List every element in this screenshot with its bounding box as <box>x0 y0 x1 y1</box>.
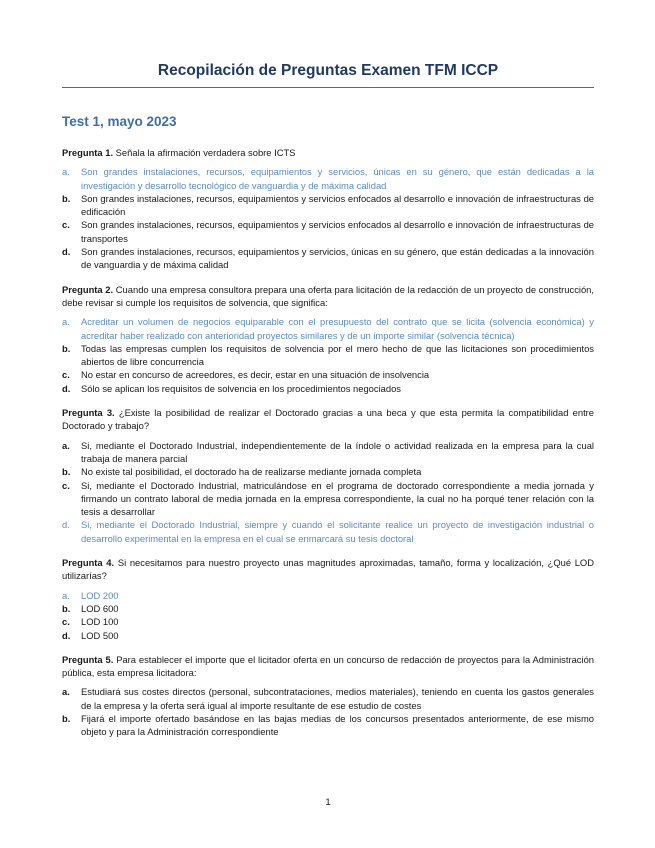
option-text: Si, mediante el Doctorado Industrial, matriculándose en el programa de doctorado correspondiente a media jornada y firmando un contrato laboral de media jornada en la empresa correspondiente, la cual no ha porqué tener relación con la tesis a desarrollar <box>81 479 594 518</box>
option-d <box>62 629 594 642</box>
option-letter: b. <box>62 342 71 354</box>
option-letter: b. <box>62 192 71 204</box>
option-list <box>62 165 594 271</box>
option-letter: c. <box>62 616 70 628</box>
option-a <box>62 165 594 192</box>
document-title: Recopilación de Preguntas Examen TFM ICCP <box>157 62 499 79</box>
question-5 <box>62 653 594 739</box>
option-letter: c. <box>62 479 70 491</box>
option-letter: d. <box>62 382 71 394</box>
option-a <box>62 685 594 712</box>
option-d <box>62 245 594 272</box>
question-label: Pregunta 3. <box>62 407 115 419</box>
option-letter: d. <box>62 519 70 531</box>
question-statement: ¿Existe la posibilidad de realizar el Doctorado gracias a una beca y que esta permita la compatibilidad entre Doctorado y trabajo? <box>62 407 595 432</box>
option-a <box>62 315 594 342</box>
question-text <box>62 406 594 433</box>
option-d <box>62 518 594 545</box>
question-list <box>62 146 594 739</box>
option-text: Son grandes instalaciones, recursos, equipamientos y servicios enfocados al desarrollo e innovación de infraestructuras de edificación <box>81 192 594 218</box>
question-statement: Si necesitamos para nuestro proyecto unas magnitudes aproximadas, tamaño, forma y localización, ¿Qué LOD utilizarías? <box>62 557 594 582</box>
option-text: LOD 600 <box>81 602 119 614</box>
option-a <box>62 439 594 466</box>
option-list <box>62 685 594 738</box>
option-c <box>62 218 594 245</box>
option-text: LOD 100 <box>81 616 119 628</box>
option-a <box>62 589 594 602</box>
option-text: Sólo se aplican los requisitos de solvencia en los procedimientos negociados <box>81 382 401 394</box>
section-heading: Test 1, mayo 2023 <box>62 114 177 129</box>
option-c <box>62 479 594 519</box>
option-letter: a. <box>62 439 70 451</box>
option-letter: a. <box>62 686 70 698</box>
option-letter: b. <box>62 602 71 614</box>
option-b <box>62 602 594 615</box>
option-c <box>62 368 594 381</box>
option-letter: a. <box>62 316 70 328</box>
option-letter: b. <box>62 466 71 478</box>
question-statement: Señala la afirmación verdadera sobre ICTS <box>115 147 296 158</box>
option-text: Fijará el importe ofertado basándose en las bajas medias de los concursos presentados anteriormente, de ese mismo objeto y para la Administración correspondiente <box>81 712 594 738</box>
option-list <box>62 315 594 395</box>
option-letter: a. <box>62 589 70 601</box>
question-text <box>62 283 594 310</box>
option-letter: a. <box>62 166 70 178</box>
option-b <box>62 342 594 369</box>
option-b <box>62 192 594 219</box>
question-4 <box>62 556 594 642</box>
title-underline <box>62 87 594 88</box>
option-b <box>62 712 594 739</box>
question-3 <box>62 406 594 545</box>
option-text: Acreditar un volumen de negocios equiparable con el presupuesto del contrato que se licita (solvencia económica) y acreditar haber realizado con anterioridad proyectos similares y de un importe similar (solvencia técnica) <box>81 316 594 341</box>
option-text: Estudiará sus costes directos (personal, subcontrataciones, medios materiales), teniendo en cuenta los gastos generales de la empresa y la oferta será igual al importe resultante de ese estudio de costes <box>81 686 594 711</box>
option-letter: c. <box>62 219 70 231</box>
option-d <box>62 382 594 395</box>
question-text <box>62 556 594 583</box>
question-text <box>62 653 594 680</box>
question-label: Pregunta 2. <box>62 283 114 295</box>
option-letter: b. <box>62 712 71 724</box>
page-number: 1 <box>325 797 331 808</box>
question-text <box>62 146 594 159</box>
question-statement: Para establecer el importe que el licitador oferta en un concurso de redacción de proyectos para la Administración pública, esta empresa licitadora: <box>62 653 594 679</box>
question-label: Pregunta 1. <box>62 147 114 158</box>
question-1 <box>62 146 594 272</box>
option-text: Si, mediante el Doctorado Industrial, siempre y cuando el solicitante realice un proyecto de investigación industrial o desarrollo experimental en la empresa en el cual se enmarcará su tesis doctoral <box>81 519 594 544</box>
option-text: No existe tal posibilidad, el doctorado ha de realizarse mediante jornada completa <box>81 466 422 478</box>
option-text: LOD 200 <box>81 589 119 601</box>
option-letter: c. <box>62 369 70 381</box>
question-statement: Cuando una empresa consultora prepara una oferta para licitación de la redacción de un proyecto de construcción, debe revisar si cumple los requisitos de solvencia, que significa: <box>62 283 594 308</box>
option-text: LOD 500 <box>81 629 119 641</box>
option-text: Son grandes instalaciones, recursos, equipamientos y servicios, únicas en su género, que están dedicadas a la investigación y desarrollo tecnológico de vanguardia y de máxima calidad <box>81 166 594 191</box>
option-text: Todas las empresas cumplen los requisitos de solvencia por el mero hecho de que las licitaciones son procedimientos abiertos de libre concurrencia <box>81 342 594 368</box>
option-text: Son grandes instalaciones, recursos, equipamientos y servicios, únicas en su género, que están dedicadas a la innovación de vanguardia y de máxima calidad <box>81 246 594 271</box>
option-text: No estar en concurso de acreedores, es decir, estar en una situación de insolvencia <box>81 369 430 381</box>
option-b <box>62 465 594 478</box>
question-label: Pregunta 4. <box>62 557 115 569</box>
option-list <box>62 439 594 545</box>
option-letter: d. <box>62 246 71 258</box>
option-text: Son grandes instalaciones, recursos, equipamientos y servicios enfocados al desarrollo e innovación de infraestructuras de transportes <box>81 219 594 244</box>
option-text: Si, mediante el Doctorado Industrial, independientemente de la índole o actividad realizada en la empresa para la cual trabaja de manera parcial <box>81 439 594 464</box>
option-letter: d. <box>62 629 71 641</box>
option-list <box>62 589 594 642</box>
question-2 <box>62 283 594 395</box>
question-label: Pregunta 5. <box>62 653 114 665</box>
option-c <box>62 615 594 628</box>
